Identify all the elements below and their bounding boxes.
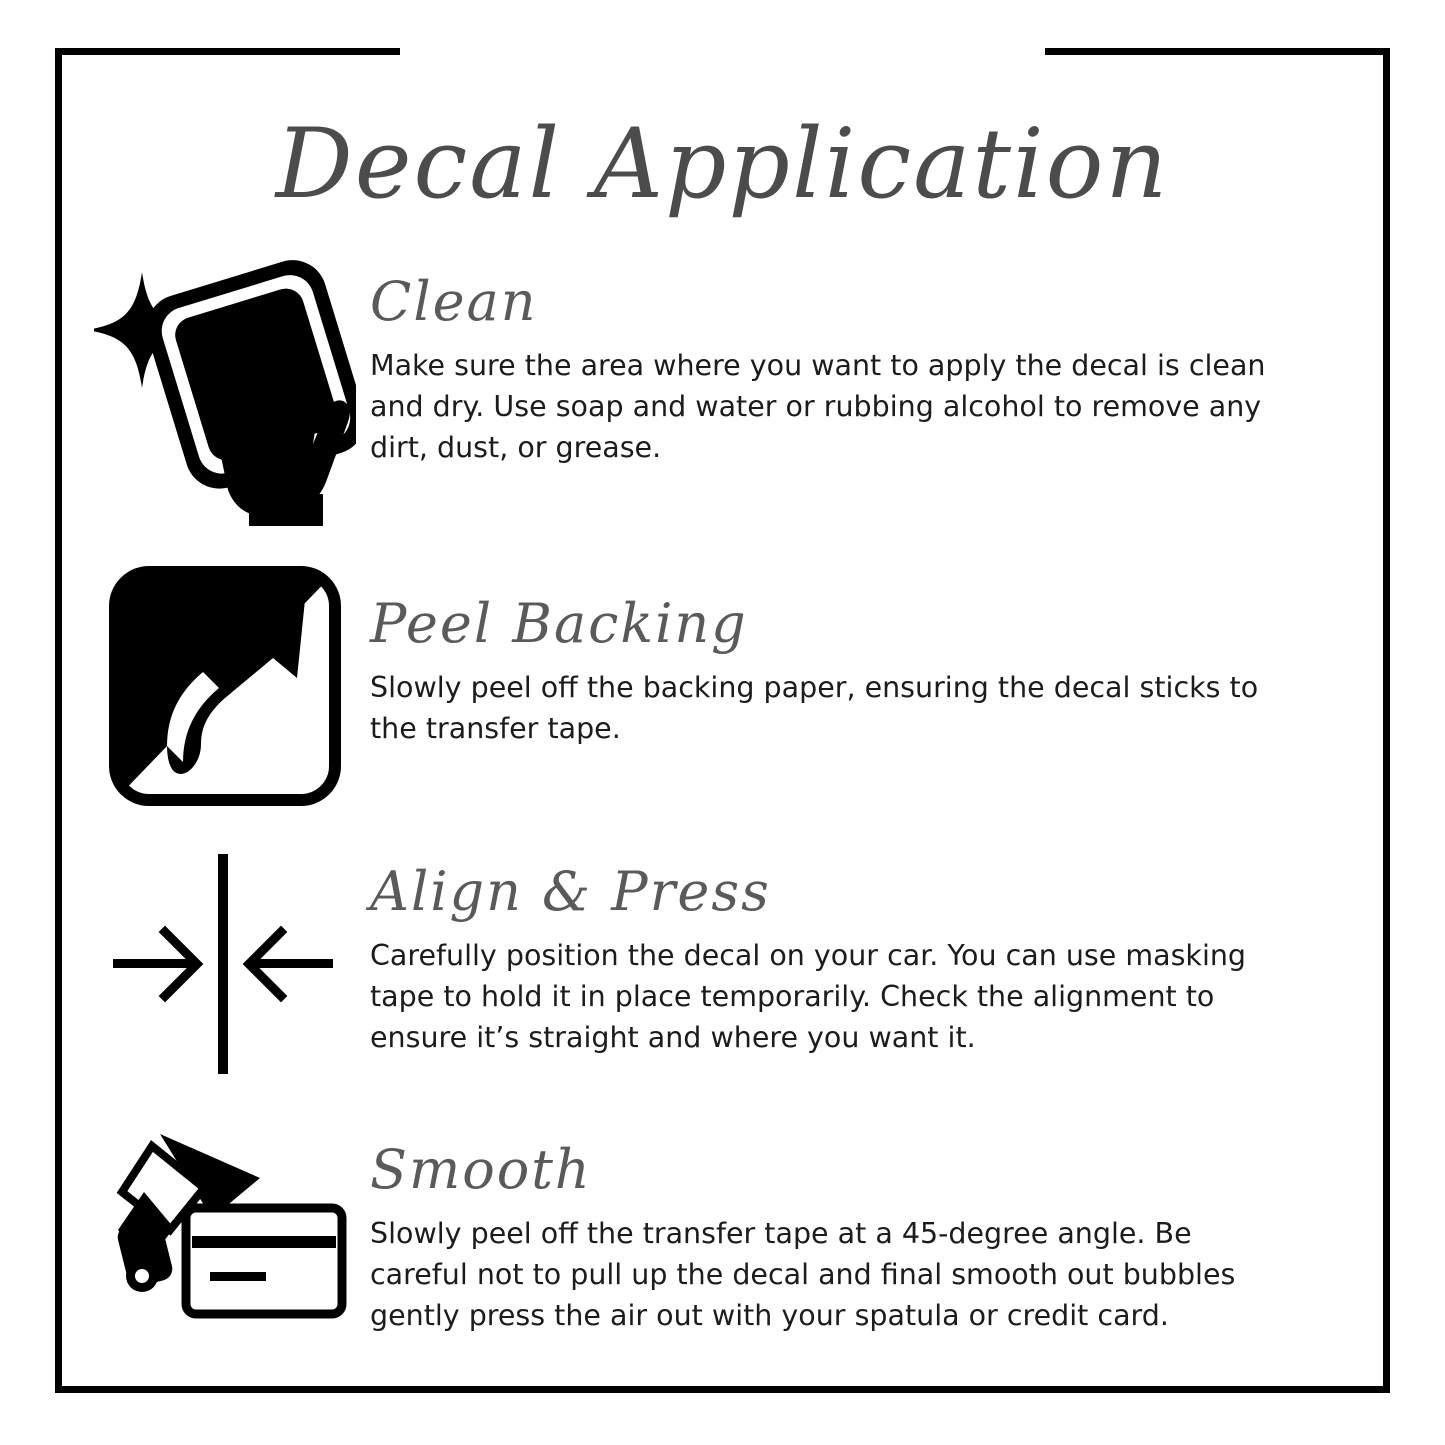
step-icon-cell xyxy=(80,252,370,526)
step-item xyxy=(80,252,1300,526)
step-icon-cell xyxy=(80,848,370,1074)
step-body: Slowly peel off the backing paper, ensuring the decal sticks to the transfer tape. xyxy=(370,670,1259,745)
step-item xyxy=(80,1120,1300,1337)
step-text-cell xyxy=(370,252,1300,469)
frame-gap-top xyxy=(400,40,1045,64)
step-icon-cell xyxy=(80,1120,370,1336)
page-title: Decal Application xyxy=(275,108,1170,220)
sparkle-cleaning-cloth-icon xyxy=(94,258,356,526)
step-item xyxy=(80,848,1300,1074)
step-body: Slowly peel off the transfer tape at a 45-degree angle. Be careful not to pull up the decal and final smooth out bubbles gently press the air out with your spatula or credit card. xyxy=(370,1216,1236,1333)
align-center-arrows-icon xyxy=(105,854,345,1074)
step-text-cell xyxy=(370,1120,1300,1337)
step-item xyxy=(80,560,1300,806)
step-body: Make sure the area where you want to apply the decal is clean and dry. Use soap and water or rubbing alcohol to remove any dirt, dust, or grease. xyxy=(370,348,1266,465)
squeegee-credit-card-icon xyxy=(100,1126,350,1336)
step-heading: Smooth xyxy=(370,1138,592,1201)
step-text-cell xyxy=(370,560,1300,749)
step-heading: Clean xyxy=(370,270,538,333)
step-text-cell xyxy=(370,848,1300,1059)
step-icon-cell xyxy=(80,560,370,806)
peel-corner-arrow-icon xyxy=(109,566,341,806)
steps-list xyxy=(80,252,1300,1355)
step-body: Carefully position the decal on your car. You can use masking tape to hold it in place temporarily. Check the alignment to ensure it’s straight and where you want it. xyxy=(370,938,1247,1055)
step-heading: Align & Press xyxy=(370,860,771,923)
step-heading: Peel Backing xyxy=(370,592,748,655)
